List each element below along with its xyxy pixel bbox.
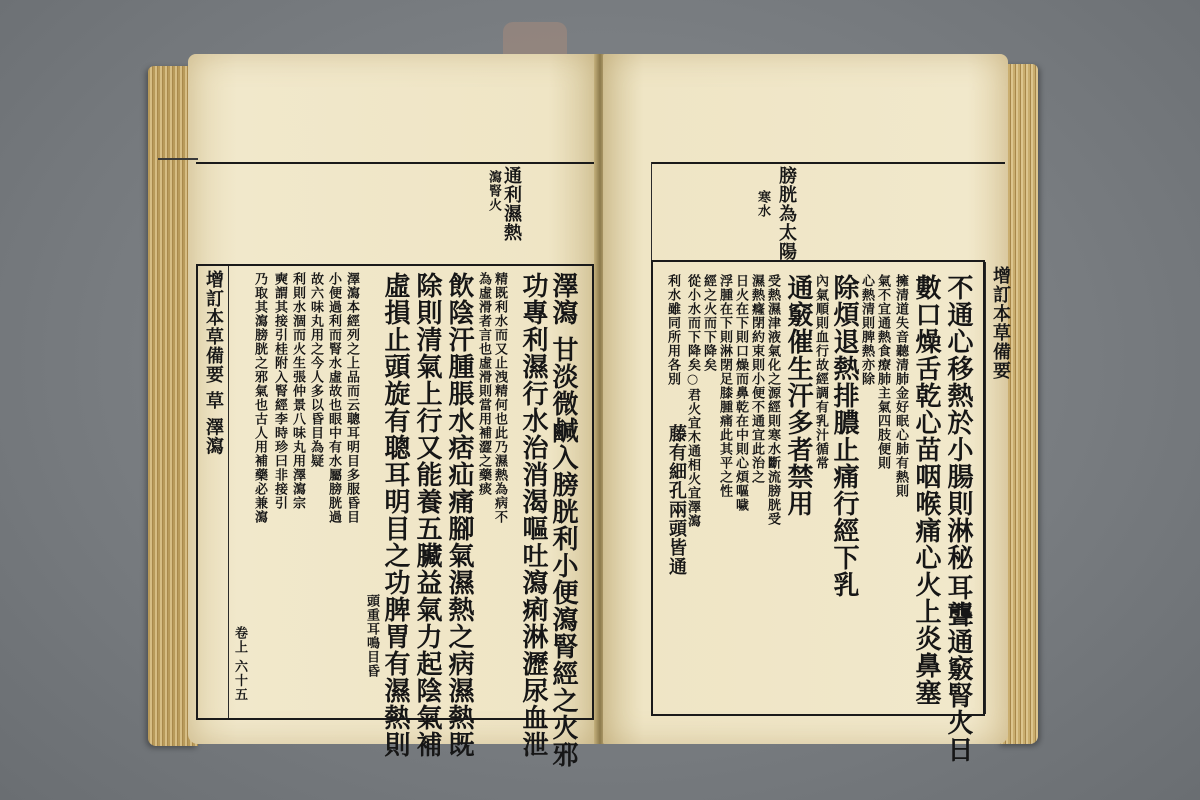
- right-header-left-rule: [651, 162, 652, 262]
- right-text-col-4: 擁清道失音聽清肺金好眠心肺有熱則: [893, 274, 908, 498]
- left-text-col-14: 乃取其瀉膀胱之邪氣也古人用補藥必兼瀉: [252, 272, 267, 524]
- left-text-col-10: 小便過利而腎水虛故也眼中有水屬膀胱過: [326, 272, 341, 524]
- open-book: [148, 48, 1038, 769]
- right-header-rule: [651, 162, 1005, 164]
- left-text-col-3: 精既利水而又止洩精何也此乃濕熱為病不: [492, 272, 507, 524]
- right-text-col-7: 除煩退熱排膿止痛行經下乳: [829, 274, 859, 598]
- right-text-col-3: 數口燥舌乾心苗咽喉痛心火上炎鼻塞: [911, 274, 941, 706]
- right-margin-rule: [985, 262, 986, 714]
- left-text-col-13: 奭謂其接引桂附入腎經李時珍曰非接引: [272, 272, 287, 510]
- right-text-col-15: 從小水而下降矣○君火宜木通相火宜澤瀉: [685, 274, 700, 528]
- left-text-col-12: 利則水涸而火生張仲景八味丸用澤瀉宗: [290, 272, 305, 510]
- right-text-col-2: 耳聾通竅腎火日: [943, 574, 973, 763]
- right-text-col-10: 受熱濕津液氣化之源經則寒水斷流膀胱受: [765, 274, 780, 526]
- left-text-col-7: 虛損止頭旋有聰耳明目之功脾胃有濕熱則: [380, 272, 410, 758]
- left-header-rule: [196, 162, 594, 164]
- right-text-col-12: 日火在下則口燥而鼻乾在中則心煩嘔噦: [733, 274, 748, 512]
- right-text-col-11: 濕熱癃閉約束則小便不通宜此治之: [749, 274, 764, 484]
- left-margin-rule: [228, 266, 229, 718]
- right-page: [603, 54, 1011, 763]
- right-text-col-16: 利水雖同所用各別: [665, 274, 680, 386]
- right-text-col-9: 通竅催生汗多者禁用: [783, 274, 813, 517]
- right-text-col-5: 氣不宜通熱食療肺主氣四肢便則: [875, 274, 890, 470]
- right-text-col-6: 心熱清則脾熱亦除: [859, 274, 874, 386]
- right-header-col-1: 膀胱為太陽: [776, 166, 797, 261]
- right-text-col-1: 不通心移熱於小腸則淋秘: [943, 274, 973, 571]
- right-text-col-13: 浮腫在下則淋閉足膝腫痛此其平之性: [717, 274, 732, 498]
- left-text-col-4: 為虛滑者言也虛滑則當用補澀之藥痰: [476, 272, 491, 496]
- left-text-col-2: 功專利濕行水治消渴嘔吐瀉痢淋瀝尿血泄: [518, 272, 548, 758]
- left-text-col-11: 故六味丸用之今人多以昏目為疑: [308, 272, 323, 468]
- left-text-col-6: 除則清氣上行又能養五臟益氣力起陰氣補: [412, 272, 442, 758]
- right-text-col-17: 藤有細孔兩頭皆通: [666, 424, 687, 576]
- left-margin-title: 增訂本草備要 草 澤瀉: [203, 270, 224, 456]
- binding-thread: [158, 158, 198, 160]
- left-text-col-9: 澤瀉本經列之上品而云聰耳明目多服昏目: [344, 272, 359, 524]
- left-page-number: 卷上 六十五: [232, 626, 247, 702]
- left-page: [188, 54, 598, 769]
- left-header-col-1: 通利濕熱: [501, 166, 522, 242]
- right-text-col-8: 內氣順則血行故經調有乳汁循常: [813, 274, 828, 470]
- right-header-col-2: 寒水: [755, 190, 770, 218]
- left-header-col-2: 瀉腎火: [486, 170, 501, 212]
- left-text-col-1: 澤瀉 甘淡微鹹入膀胱利小便瀉腎經之火邪: [548, 272, 578, 769]
- left-text-col-5: 飲陰汗腫脹水痞疝痛腳氣濕熱之病濕熱既: [444, 272, 474, 758]
- right-margin-title: 增訂本草備要: [990, 266, 1011, 380]
- left-text-col-8: 頭重耳鳴目昏: [364, 594, 379, 678]
- right-text-col-14: 經之火而下降矣: [701, 274, 716, 372]
